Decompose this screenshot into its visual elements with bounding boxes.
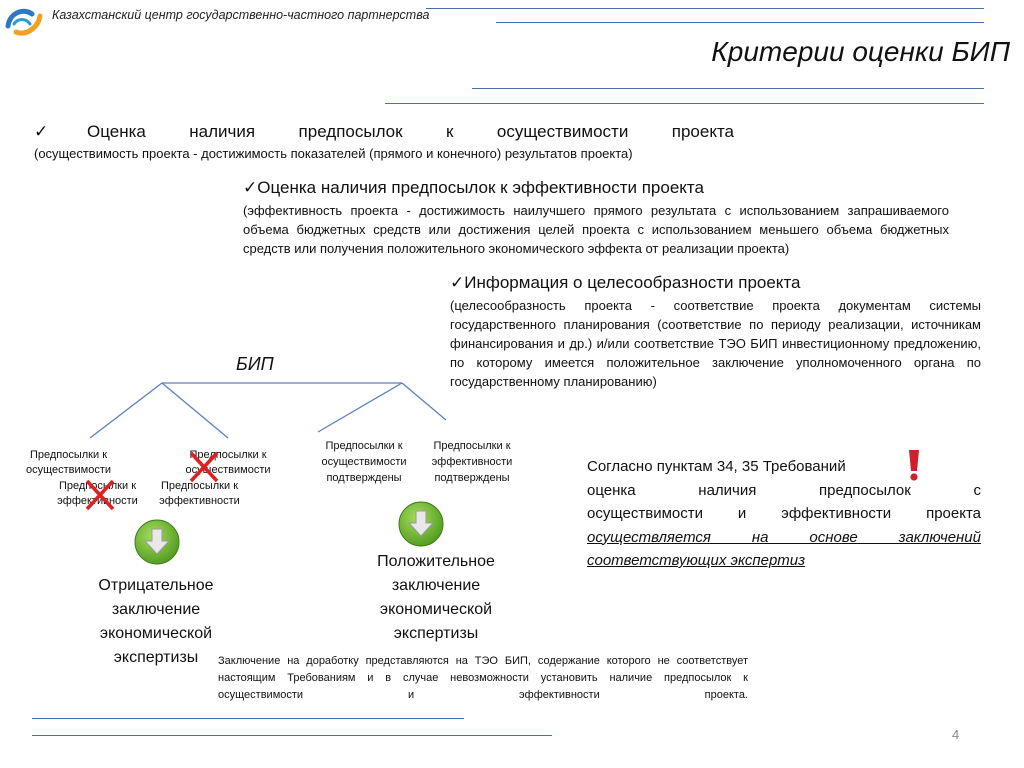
negative-conclusion: Отрицательное заключение экономической экспертизы — [98, 577, 214, 666]
footer-rule — [32, 735, 552, 736]
premise-efficiency-right: Предпосылки к эффективности — [159, 480, 240, 507]
cross-icon — [84, 478, 116, 512]
criterion-description: (осуществимость проекта - достижимость показателей (прямого и конечного) результатов проекта) — [34, 146, 633, 161]
criterion-description: (целесообразность проекта - соответствие проекта документам системы государственного планирования (соответствие по периоду реализации, источникам финансирования и др.) и/или соответствие ТЭО БИП инвестиционному предложению, по которому имеется положительное заключение уполномоченного органа по государственному планированию) — [450, 298, 981, 389]
criterion-heading: Информация о целесообразности проекта — [464, 273, 801, 292]
criterion-description: (эффективность проекта - достижимость наилучшего прямого результата с использованием запрашиваемого объема бюджетных средств или достижения целей проекта с использованием меньшего объема бюджетных средств или получения положительного экономического эффекта от реализации проекта) — [243, 203, 949, 256]
criterion-heading: Оценка наличия предпосылок к осуществимости проекта — [86, 122, 735, 141]
positive-conclusion: Положительное заключение экономической экспертизы — [377, 553, 495, 642]
page-number: 4 — [952, 727, 960, 742]
check-icon: ✓ — [243, 178, 258, 197]
check-icon: ✓ — [34, 122, 87, 141]
slide-title: Критерии оценки БИП — [711, 36, 1010, 67]
org-name: Казахстанский центр государственно-частного партнерства — [52, 8, 430, 22]
footnote: Заключение на доработку представляются на ТЭО БИП, содержание которого не соответствует настоящим Требованиям и в случае невозможности установить наличие предпосылок к осуществимости и эффективности проекта. — [218, 655, 748, 701]
bip-root-label: БИП — [236, 354, 274, 374]
note-emphasis: соответствующих экспертиз — [587, 552, 806, 569]
note-line: оценка наличия предпосылок с — [587, 481, 981, 499]
note-text: осуществимости и эффективности проекта — [587, 505, 981, 522]
criterion-heading: Оценка наличия предпосылок к эффективности проекта — [257, 178, 704, 197]
note-line: Согласно пунктам 34, 35 Требований — [587, 458, 846, 475]
footer-rule — [32, 718, 464, 719]
cross-icon — [188, 450, 220, 484]
arrow-down-icon — [133, 518, 181, 566]
check-icon: ✓ — [450, 273, 465, 292]
premise-feasibility-confirmed: Предпосылки к осуществимости подтверждены — [321, 440, 407, 484]
premise-efficiency-confirmed: Предпосылки к эффективности подтверждены — [431, 440, 513, 484]
premise-feasibility-right: Предпосылки к осуществимости — [185, 449, 271, 476]
arrow-down-icon — [397, 500, 445, 548]
premise-feasibility-left: Предпосылки к осуществимости — [25, 449, 112, 476]
note-line — [587, 502, 981, 526]
premise-efficiency-left: Предпосылки к эффективности — [57, 480, 138, 507]
note-emphasis: осуществляется на основе заключений — [587, 528, 981, 546]
requirements-note — [587, 455, 981, 573]
